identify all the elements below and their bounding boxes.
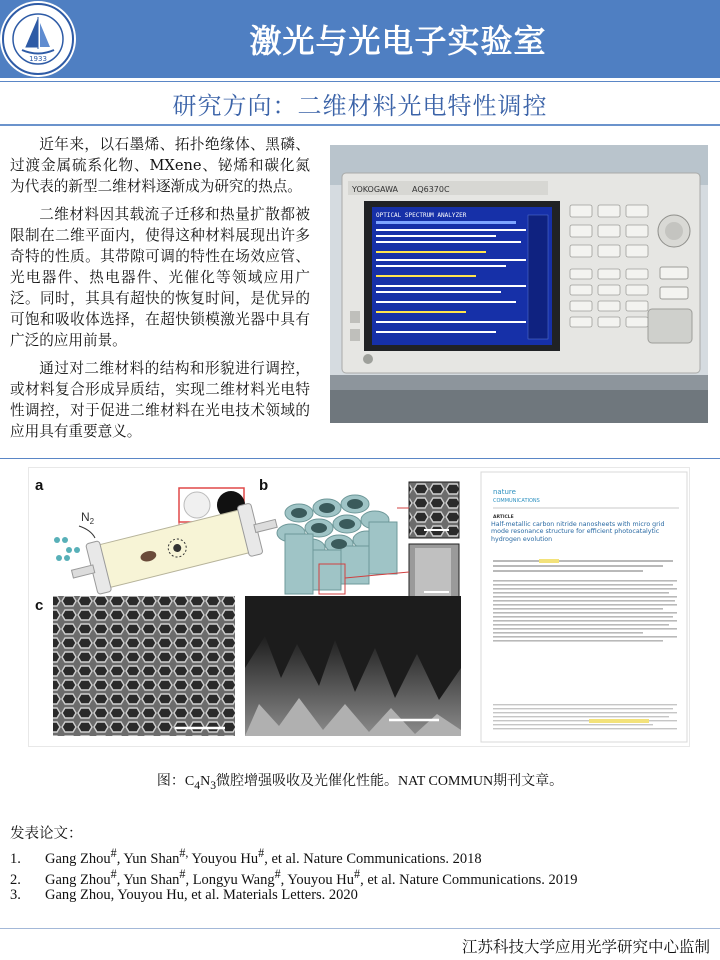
- screen-title: OPTICAL SPECTRUM ANALYZER: [376, 212, 467, 219]
- journal-name-line1: nature: [493, 488, 516, 496]
- spectrum-analyzer-photo: [330, 145, 708, 423]
- publication-number: 2.: [10, 871, 21, 888]
- caption-subscript-1: 4: [194, 778, 201, 792]
- intro-paragraph-2: 二维材料因其载流子迁移和热量扩散都被限制在二维平面内，使得这种材料展现出许多奇特的性质。其带隙可调的特性在场效应管、光电器件、热电器件、光催化等领域应用广泛。同时，其具有超快的恢复时间，是优异的可饱和吸收体选择，在超快锁模激光器中具有广泛的应用前景。: [10, 206, 310, 349]
- footer-divider: [0, 928, 720, 929]
- publication-citation: , et al. Nature Communications. 2018: [264, 850, 482, 867]
- header-bar: [0, 0, 720, 78]
- journal-article: [481, 472, 687, 742]
- article-title: Half-metallic carbon nitride nanosheets with micro grid mode resonance structure for efficient photocatalytic hydrogen evolution: [491, 521, 665, 543]
- publication-number: 1.: [10, 850, 21, 867]
- caption-mid: N: [200, 774, 211, 789]
- header-divider: [0, 81, 720, 82]
- panel-label-b: b: [259, 477, 269, 494]
- author-mark: #: [354, 867, 361, 881]
- author-mark: #: [110, 846, 117, 860]
- publication-item: [10, 843, 710, 867]
- panel-d: [245, 596, 461, 736]
- panel-c: [35, 596, 235, 736]
- caption-prefix: 图：C: [156, 774, 195, 789]
- gas-label: $N_2$: [81, 510, 95, 526]
- author-mark: #: [274, 867, 281, 881]
- footer-credit: 江苏科技大学应用光学研究中心监制: [461, 938, 710, 956]
- intro-paragraph-1: 近年来，以石墨烯、拓扑绝缘体、黑磷、过渡金属硫系化物、MXene、铋烯和碳化氮为代表的新型二维材料逐渐成为研究的热点。: [10, 136, 310, 195]
- caption-subscript-2: 3: [210, 778, 217, 792]
- author-mark: #: [179, 867, 186, 881]
- panel-b: [259, 477, 459, 600]
- figure-caption: [0, 770, 720, 792]
- journal-name-line2: COMMUNICATIONS: [493, 498, 540, 504]
- device-brand: YOKOGAWA: [352, 185, 399, 194]
- publication-number: 3.: [10, 887, 21, 903]
- author: , Yun Shan: [116, 871, 180, 888]
- author-mark: #: [110, 867, 117, 881]
- subtitle-divider: [0, 124, 720, 126]
- intro-paragraph-3: 通过对二维材料的结构和形貌进行调控，或材料复合形成异质结，实现二维材料光电特性调控，对于促进二维材料在光电技术领域的应用具有重要意义。: [10, 360, 310, 440]
- author: , Youyou Hu: [280, 871, 355, 888]
- author: Youyou Hu: [188, 850, 259, 867]
- section-divider: [0, 458, 720, 459]
- article-type: ARTICLE: [493, 515, 514, 520]
- research-figure: [28, 467, 690, 747]
- author: Gang Zhou: [45, 850, 111, 867]
- panel-label-a: a: [35, 477, 44, 494]
- author: , Longyu Wang: [185, 871, 275, 888]
- author: , Yun Shan: [116, 850, 180, 867]
- author-mark: #: [258, 846, 265, 860]
- panel-label-c: c: [35, 597, 44, 614]
- caption-suffix: 微腔增强吸收及光催化性能。NAT COMMUN期刊文章。: [216, 774, 564, 789]
- panel-a: [35, 477, 283, 599]
- publications-list: [10, 843, 710, 906]
- university-logo: [0, 1, 76, 77]
- publications-heading: 发表论文：: [10, 826, 83, 842]
- author: Gang Zhou: [45, 871, 111, 888]
- logo-year: 1933: [29, 55, 47, 63]
- research-direction-title: 研究方向：二维材料光电特性调控: [172, 92, 548, 120]
- publication-citation: , et al. Nature Communications. 2019: [360, 871, 578, 888]
- publication-item: [10, 885, 710, 906]
- intro-text: [10, 134, 310, 449]
- publication-item: [10, 864, 710, 888]
- author-mark: #,: [179, 846, 189, 860]
- device-model: AQ6370C: [412, 185, 450, 194]
- lab-title: 激光与光电子实验室: [249, 22, 547, 60]
- university-seal-icon: [0, 1, 76, 77]
- publication-citation: Gang Zhou, Youyou Hu, et al. Materials Letters. 2020: [45, 887, 358, 903]
